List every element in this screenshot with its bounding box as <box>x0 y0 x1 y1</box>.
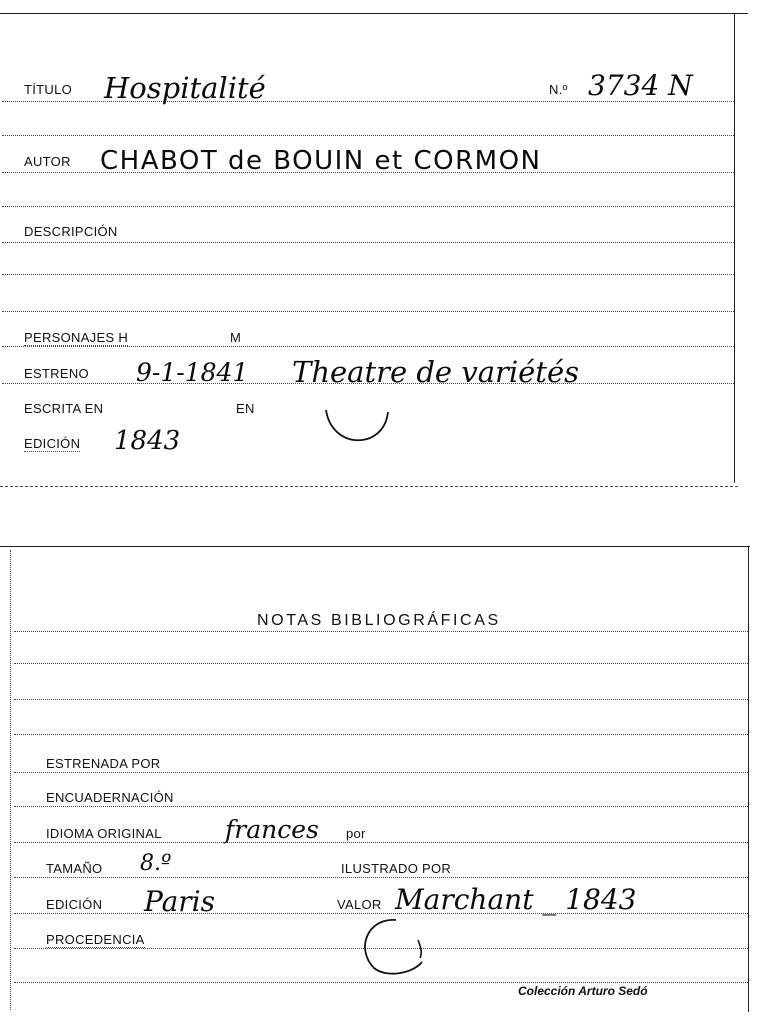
notas-title: NOTAS BIBLIOGRÁFICAS <box>257 612 501 629</box>
escrita-en-2-label: EN <box>236 401 255 416</box>
collection-credit: Colección Arturo Sedó <box>518 984 648 998</box>
ruled-line <box>2 135 734 136</box>
ruled-line <box>14 631 748 632</box>
edicion-label: EDICIÓN <box>46 897 103 912</box>
titulo-value: Hospitalité <box>104 71 266 105</box>
encuadernacion-label: ENCUADERNACIÓN <box>46 790 174 805</box>
ruled-line <box>14 663 748 664</box>
escrita-en-label: ESCRITA EN <box>24 401 104 416</box>
ruled-line <box>14 982 748 983</box>
punch-hole-arc <box>322 404 392 448</box>
catalog-card-back <box>0 538 759 1028</box>
ruled-line <box>2 206 734 207</box>
autor-label: AUTOR <box>24 154 71 169</box>
edicion-value: 1843 <box>114 426 181 456</box>
descripcion-label: DESCRIPCIÓN <box>24 224 118 239</box>
card-bottom-border <box>0 486 738 487</box>
idioma-por-label: por <box>346 826 366 841</box>
estreno-theatre: Theatre de variétés <box>292 355 579 389</box>
card-top-border <box>0 13 748 14</box>
ruled-line <box>14 699 748 700</box>
tamano-label: TAMAÑO <box>46 861 103 876</box>
ruled-line <box>14 877 748 878</box>
ruled-line <box>14 842 748 843</box>
edicion-value: Paris <box>144 885 215 918</box>
punch-hole-circle <box>356 916 428 980</box>
valor-label: VALOR <box>337 897 382 912</box>
card-top-border <box>0 546 750 547</box>
ilustrado-por-label: ILUSTRADO POR <box>341 861 452 876</box>
ruled-line <box>2 242 734 243</box>
edicion-label: EDICIÓN <box>24 436 81 451</box>
ruled-line <box>14 913 748 914</box>
numero-label: N.º <box>549 82 568 97</box>
ruled-line <box>2 311 734 312</box>
tamano-value: 8.º <box>140 851 172 876</box>
autor-value: CHABOT de BOUIN et CORMON <box>100 146 542 176</box>
card-right-border <box>748 546 749 1012</box>
estreno-label: ESTRENO <box>24 366 89 381</box>
idioma-original-label: IDIOMA ORIGINAL <box>46 826 162 841</box>
ruled-line <box>14 734 748 735</box>
card-right-border <box>734 13 735 483</box>
personajes-m-label: M <box>230 330 242 345</box>
procedencia-label: PROCEDENCIA <box>46 932 145 947</box>
ruled-line <box>14 772 748 773</box>
ruled-line <box>2 274 734 275</box>
estreno-date: 9-1-1841 <box>136 358 249 387</box>
card-left-edge <box>10 550 11 1010</box>
catalog-card-front <box>0 0 759 500</box>
ruled-line <box>2 346 734 347</box>
estrenada-por-label: ESTRENADA POR <box>46 756 161 771</box>
ruled-line <box>14 806 748 807</box>
titulo-label: TÍTULO <box>24 82 73 97</box>
numero-value: 3734 N <box>588 69 693 102</box>
personajes-label: PERSONAJES H <box>24 330 129 345</box>
valor-value: Marchant _ 1843 <box>395 883 637 916</box>
idioma-value: frances <box>225 815 319 844</box>
